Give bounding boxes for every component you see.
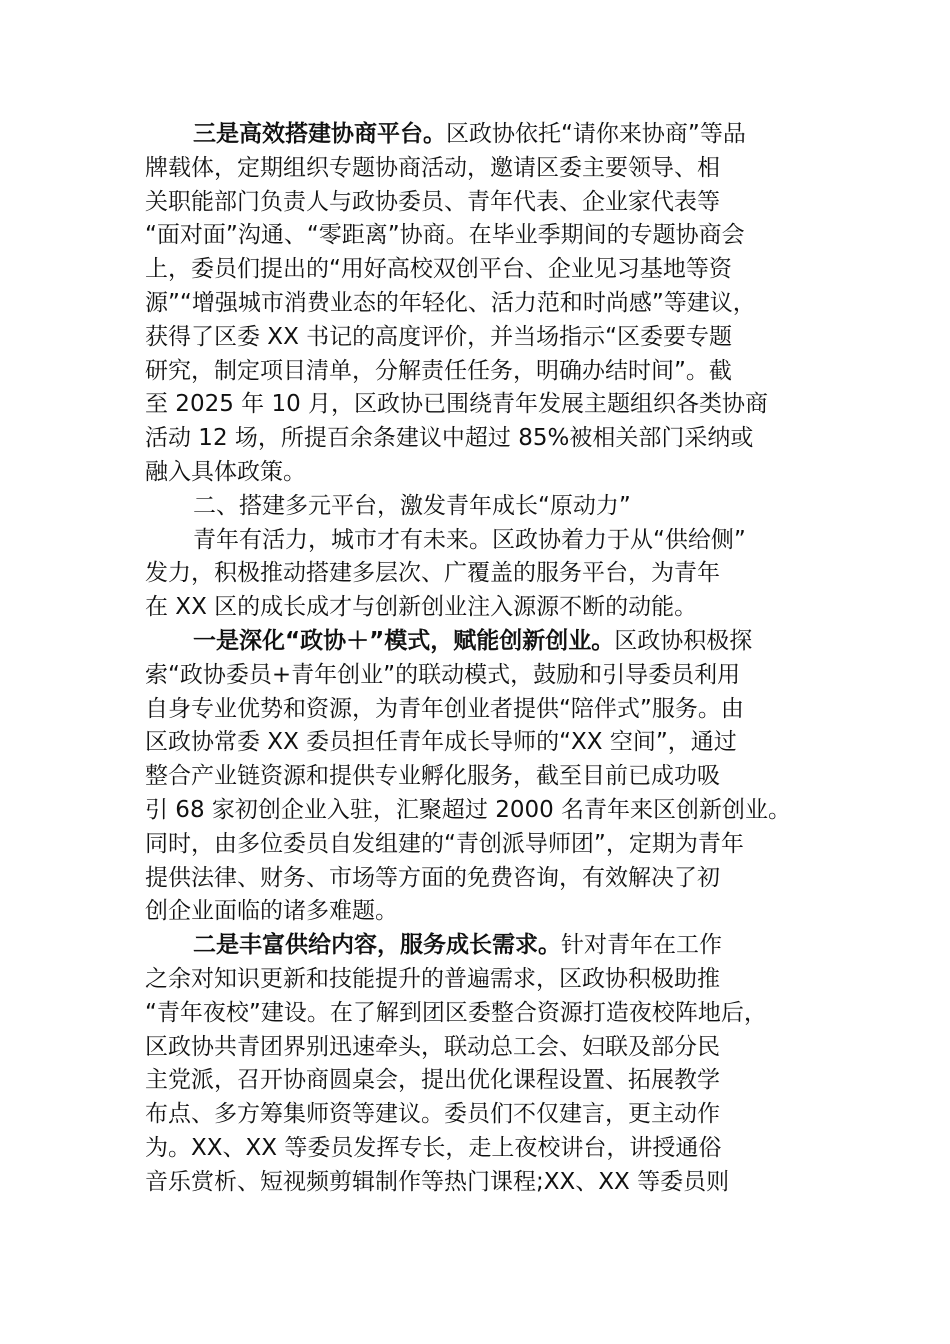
paragraph-line: 自身专业优势和资源，为青年创业者提供“陪伴式”服务。由 bbox=[145, 695, 744, 722]
paragraph-line: 索“政协委员+青年创业”的联动模式，鼓励和引导委员利用 bbox=[145, 661, 741, 688]
paragraph-text: 区政协依托“请你来协商”等品 bbox=[446, 121, 746, 147]
paragraph-lead-bold: 三是高效搭建协商平台。 bbox=[193, 121, 446, 147]
document-page bbox=[145, 118, 845, 1200]
paragraph-line: 融入具体政策。 bbox=[145, 458, 306, 485]
paragraph-line: 之余对知识更新和技能提升的普遍需求，区政协积极助推 bbox=[145, 965, 720, 992]
paragraph-lead-bold: 二是丰富供给内容，服务成长需求。 bbox=[193, 932, 561, 959]
paragraph-line: “面对面”沟通、“零距离”协商。在毕业季期间的专题协商会 bbox=[145, 222, 745, 249]
paragraph-line bbox=[145, 625, 845, 659]
paragraph-line: 研究，制定项目清单，分解责任任务，明确办结时间”。截 bbox=[145, 357, 732, 384]
paragraph-line: 同时，由多位委员自发组建的“青创派导师团”，定期为青年 bbox=[145, 830, 744, 857]
paragraph-line bbox=[145, 118, 845, 152]
paragraph-line: 整合产业链资源和提供专业孵化服务，截至目前已成功吸 bbox=[145, 763, 720, 790]
paragraph-line: 创企业面临的诸多难题。 bbox=[145, 898, 398, 925]
paragraph-line: 提供法律、财务、市场等方面的免费咨询，有效解决了初 bbox=[145, 864, 720, 891]
section-heading bbox=[145, 490, 845, 524]
paragraph-line: 音乐赏析、短视频剪辑制作等热门课程;XX、XX 等委员则 bbox=[145, 1168, 730, 1195]
paragraph-line: 上，委员们提出的“用好高校双创平台、企业见习基地等资 bbox=[145, 256, 732, 283]
paragraph-youth-vitality bbox=[145, 524, 845, 625]
paragraph-line: 牌载体，定期组织专题协商活动，邀请区委主要领导、相 bbox=[145, 154, 720, 181]
paragraph-text: 针对青年在工作 bbox=[561, 932, 722, 959]
paragraph-line: 源”“增强城市消费业态的年轻化、活力范和时尚感”等建议， bbox=[145, 289, 756, 316]
paragraph-cppcc-plus-model bbox=[145, 625, 845, 929]
paragraph-line bbox=[145, 929, 845, 963]
paragraph-enrich-supply bbox=[145, 929, 845, 1199]
paragraph-line: 区政协共青团界别迅速牵头，联动总工会、妇联及部分民 bbox=[145, 1033, 720, 1060]
paragraph-line: 至 2025 年 10 月，区政协已围绕青年发展主题组织各类协商 bbox=[145, 391, 769, 418]
paragraph-line: 关职能部门负责人与政协委员、青年代表、企业家代表等 bbox=[145, 188, 720, 215]
paragraph-line: 引 68 家初创企业入驻，汇聚超过 2000 名青年来区创新创业。 bbox=[145, 796, 792, 823]
paragraph-line: 为。XX、XX 等委员发挥专长，走上夜校讲台，讲授通俗 bbox=[145, 1134, 722, 1161]
paragraph-efficient-consultation-platform bbox=[145, 118, 845, 490]
paragraph-line: 区政协常委 XX 委员担任青年成长导师的“XX 空间”，通过 bbox=[145, 729, 737, 756]
paragraph-lead-bold: 一是深化“政协＋”模式，赋能创新创业。 bbox=[193, 627, 615, 654]
paragraph-line: 主党派，召开协商圆桌会，提出优化课程设置、拓展教学 bbox=[145, 1067, 720, 1094]
paragraph-line: “青年夜校”建设。在了解到团区委整合资源打造夜校阵地后， bbox=[145, 999, 767, 1026]
paragraph-line: 获得了区委 XX 书记的高度评价，并当场指示“区委要专题 bbox=[145, 323, 733, 350]
section-heading-text: 二、搭建多元平台，激发青年成长“原动力” bbox=[193, 492, 631, 519]
paragraph-text: 区政协积极探 bbox=[614, 627, 753, 654]
paragraph-line: 青年有活力，城市才有未来。区政协着力于从“供给侧” bbox=[193, 526, 746, 553]
paragraph-line: 在 XX 区的成长成才与创新创业注入源源不断的动能。 bbox=[145, 594, 698, 621]
paragraph-line: 发力，积极推动搭建多层次、广覆盖的服务平台，为青年 bbox=[145, 560, 720, 587]
paragraph-line: 布点、多方筹集师资等建议。委员们不仅建言，更主动作 bbox=[145, 1101, 720, 1128]
paragraph-line: 活动 12 场，所提百余条建议中超过 85%被相关部门采纳或 bbox=[145, 425, 754, 452]
